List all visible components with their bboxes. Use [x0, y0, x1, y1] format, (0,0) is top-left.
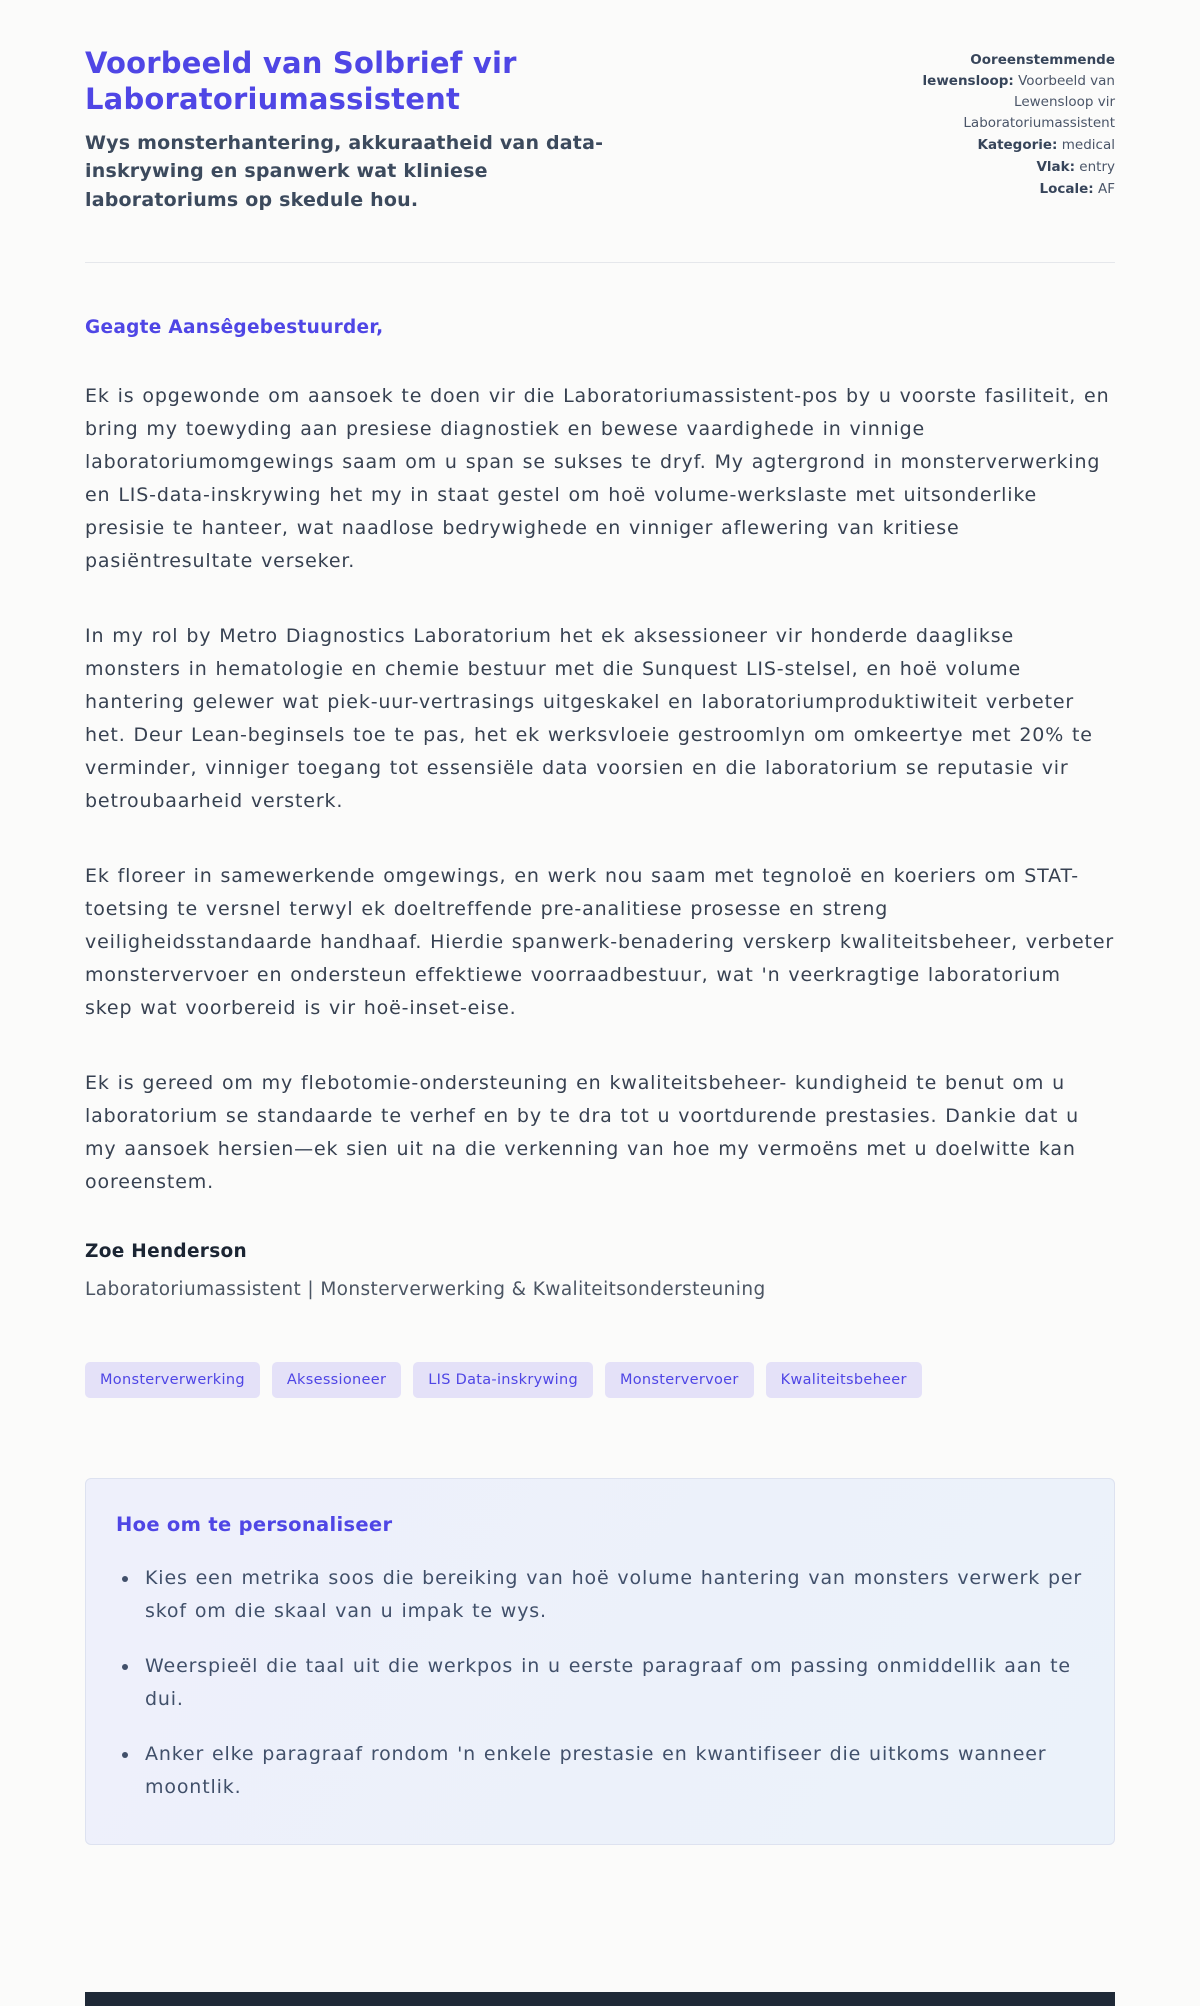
- meta-row: [885, 157, 1115, 178]
- meta-row: [885, 135, 1115, 156]
- meta-value: AF: [1097, 180, 1115, 197]
- meta-value: medical: [1061, 136, 1115, 153]
- letter-body: [85, 317, 1115, 1845]
- letter-paragraph: Ek floreer in samewerkende omgewings, en werk nou saam met tegnoloë en koeriers om STAT-toetsing te versnel terwyl ek doeltreffende pre-analitiese prosesse en streng veiligheidsstandaarde handhaaf. Hierdie spanwerk-benadering verskerp kwaliteitsbeheer, verbeter monstervervoer en ondersteun effektiewe voorraadbestuur, wat 'n veerkragtige laboratorium skep wat voorbereid is vir hoë-inset-eise.: [85, 865, 1115, 1020]
- meta-label: Locale:: [1039, 180, 1094, 197]
- skill-tag: LIS Data-inskrywing: [413, 1362, 593, 1398]
- meta-row: [885, 179, 1115, 200]
- tip-item: • Weerspieël die taal uit die werkpos in u eerste paragraaf om passing onmiddellik aan te dui.: [140, 1650, 1084, 1716]
- tip-item: • Kies een metrika soos die bereiking van hoë volume hantering van monsters verwerk per skof om die skaal van u impak te wys.: [140, 1562, 1084, 1628]
- header-title-block: [85, 46, 625, 214]
- personalization-tips-box: [85, 1478, 1115, 1845]
- meta-label: Kategorie:: [977, 136, 1058, 153]
- greeting: Geagte Aansêgebestuurder,: [85, 317, 384, 339]
- skill-tag: Aksessioneer: [272, 1362, 401, 1398]
- header-divider: [85, 262, 1115, 263]
- page-title: Voorbeeld van Solbrief vir Laboratoriumassistent: [85, 46, 517, 116]
- tips-title: Hoe om te personaliseer: [116, 1513, 393, 1537]
- letter-paragraph: In my rol by Metro Diagnostics Laboratorium het ek aksessioneer vir honderde daaglikse monsters in hematologie en chemie bestuur met die Sunquest LIS-stelsel, en hoë volume hantering gelewer wat piek-uur-vertrasings uitgeskakel en laboratoriumproduktiwiteit verbeter het. Deur Lean-beginsels toe te pas, het ek werksvloeie gestroomlyn om omkeertye met 20% te verminder, vinniger toegang tot essensiële data voorsien en die laboratorium se reputasie vir betroubaarheid versterk.: [85, 625, 1093, 813]
- tips-list: [116, 1562, 1084, 1804]
- letter-paragraph: Ek is opgewonde om aansoek te doen vir die Laboratoriumassistent-pos by u voorste fasiliteit, en bring my toewyding aan presiese diagnostiek en bewese vaardighede in vinnige laboratoriumomgewings saam om u span se sukses te dryf. My agtergrond in monsterverwerking en LIS-data-inskrywing het my in staat gestel om hoë volume-werkslaste met uitsonderlike presisie te hanteer, wat naadlose bedrywighede en vinniger aflewering van kritiese pasiëntresultate verseker.: [85, 385, 1110, 573]
- meta-row: [885, 50, 1115, 134]
- meta-panel: [885, 46, 1115, 200]
- skill-tag-list: [85, 1362, 1115, 1398]
- skill-tag: Monstervervoer: [605, 1362, 754, 1398]
- meta-label: Vlak:: [1036, 158, 1075, 175]
- tip-item: • Anker elke paragraaf rondom 'n enkele prestasie en kwantifiseer die uitkoms wanneer moontlik.: [140, 1738, 1084, 1804]
- letter-paragraph: Ek is gereed om my flebotomie-ondersteuning en kwaliteitsbeheer- kundigheid te benut om u laboratorium se standaarde te verhef en by te dra tot u voortdurende prestasies. Dankie dat u my aansoek hersien—ek sien uit na die verkenning van hoe my vermoëns met u doelwitte kan ooreenstem.: [85, 1072, 1079, 1194]
- cover-letter-page: [85, 0, 1115, 1845]
- meta-label: Ooreenstemmende lewensloop:: [922, 52, 1115, 89]
- letter-header: [85, 46, 1115, 214]
- skill-tag: Kwaliteitsbeheer: [766, 1362, 922, 1398]
- skill-tag: Monsterverwerking: [85, 1362, 260, 1398]
- letter-paragraphs: [85, 380, 1115, 1199]
- page-subtitle: Wys monsterhantering, akkuraatheid van data-inskrywing en spanwerk wat kliniese laboratoriums op skedule hou.: [85, 131, 604, 211]
- signature-name: Zoe Henderson: [85, 1241, 248, 1263]
- signature-role: Laboratoriumassistent | Monsterverwerking & Kwaliteitsondersteuning: [85, 1279, 766, 1301]
- footer-bar: [85, 1992, 1115, 2006]
- meta-value: Voorbeeld van Lewensloop vir Laboratoriumassistent: [963, 72, 1115, 131]
- meta-value: entry: [1079, 158, 1115, 175]
